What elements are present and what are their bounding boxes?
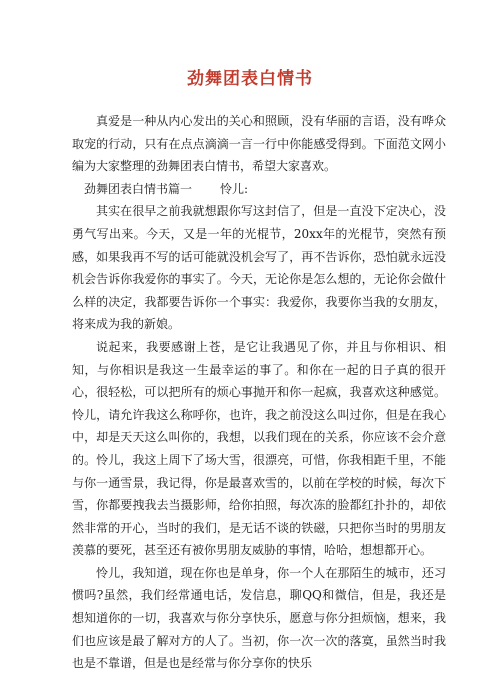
section-heading: 劲舞团表白情书篇一 bbox=[84, 181, 193, 196]
intro-paragraph: 真爱是一种从内心发出的关心和照顾，没有华丽的言语，没有哗众取宠的行动，只有在点点滴滴一言一行中你能感受得到。下面范文网小编为大家整理的劲舞团表白情书，希望大家喜欢。 bbox=[72, 114, 446, 174]
document-body bbox=[72, 110, 446, 675]
letter-paragraph-2: 说起来，我要感谢上苍，是它让我遇见了你，并且与你相识、相知，与你相识是我这一生最幸运的事了。和你在一起的日子真的很开心，很轻松，可以把所有的烦心事抛开和你一起疯，我喜欢这种感觉。怜儿，请允许我这么称呼你，也许，我之前没这么叫过你，但是在我心中，却是天天这么叫你的，我想，以我们现在的关系，你应该不会介意的。怜儿，我这上周下了场大雪，很漂亮，可惜，你我相距千里，不能与你一通雪景，我记得，你是最喜欢雪的，以前在学校的时候，每次下雪，你都要拽我去当摄影师，给你拍照，每次冻的脸都红扑扑的，却依然非常的开心，当时的我们，是无话不谈的铁磁，只把你当时的男朋友羡慕的要死，甚至还有被你男朋友威胁的事情，哈哈，想想都开心。 bbox=[72, 339, 446, 558]
document-title: 劲舞团表白情书 bbox=[187, 69, 313, 89]
letter-paragraph-1: 其实在很早之前我就想跟你写这封信了，但是一直没下定决心，没勇气写出来。今天，又是一年的光棍节，20xx年的光棍节，突然有预感，如果我再不写的话可能就没机会写了，再不告诉你，恐怕就永远没机会告诉你我爱你的事实了。今天，无论你是怎么想的，无论你会做什么样的决定，我都要告诉你一个事实：我爱你，我要你当我的女朋友，将来成为我的新娘。 bbox=[72, 204, 446, 332]
section-heading-line bbox=[72, 178, 446, 201]
letter-paragraph-3: 怜儿，我知道，现在你也是单身，你一个人在那陌生的城市，还习惯吗?虽然，我们经常通电话，发信息，聊QQ和微信，但是，我还是想知道你的一切，我喜欢与你分享快乐，愿意与你分担烦恼，想来，我们也应该是最了解对方的人了。当初，你一次一次的落寞，虽然当时我也是不靠谱，但是也是经常与你分享你的快乐 bbox=[72, 565, 446, 671]
greeting: 怜儿: bbox=[220, 181, 249, 196]
